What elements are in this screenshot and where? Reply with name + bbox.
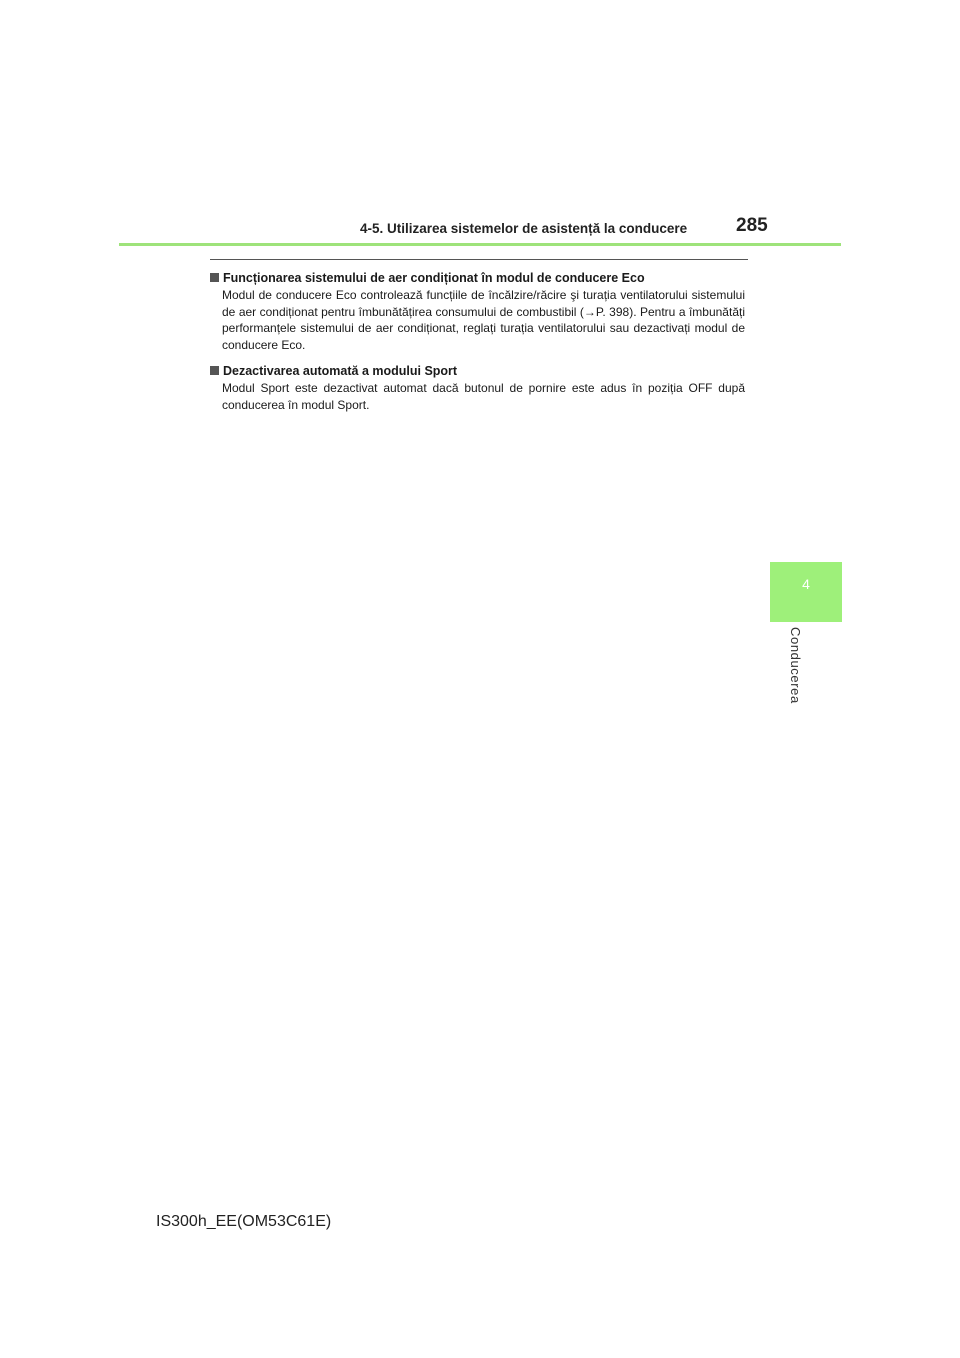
- section-sport-mode-deactivation: [210, 362, 745, 413]
- chapter-label: Conducerea: [788, 627, 803, 704]
- content-divider: [210, 259, 748, 260]
- square-bullet-icon: [210, 273, 219, 282]
- header-section-title: 4-5. Utilizarea sistemelor de asistență la conducere: [360, 221, 688, 236]
- chapter-tab: [770, 562, 842, 622]
- section-heading: [210, 362, 745, 380]
- section-heading-text: Dezactivarea automată a modului Sport: [223, 364, 458, 378]
- section-heading-text: Funcționarea sistemului de aer condiționat în modul de conducere Eco: [223, 271, 645, 285]
- square-bullet-icon: [210, 366, 219, 375]
- section-heading: [210, 269, 745, 287]
- section-eco-air-conditioning: [210, 269, 745, 353]
- footer-model-code: IS300h_EE(OM53C61E): [156, 1213, 332, 1230]
- section-body: Modul de conducere Eco controlează funcțiile de încălzire/răcire şi turația ventilatorului sistemului de aer condiționat pentru îmbunătățirea consumului de combustibil (→P. 398). Pentru a îmbunătăți performanțele sistemului de aer condiționat, reglați turația ventilatorului sau dezactivați modul de conducere Eco.: [222, 288, 745, 352]
- page-content: [210, 269, 745, 422]
- page-number: 285: [736, 215, 768, 236]
- section-body: Modul Sport este dezactivat automat dacă butonul de pornire este adus în poziția OFF după conducerea în modul Sport.: [222, 381, 745, 412]
- chapter-number: 4: [802, 576, 810, 592]
- header-divider: [119, 243, 841, 246]
